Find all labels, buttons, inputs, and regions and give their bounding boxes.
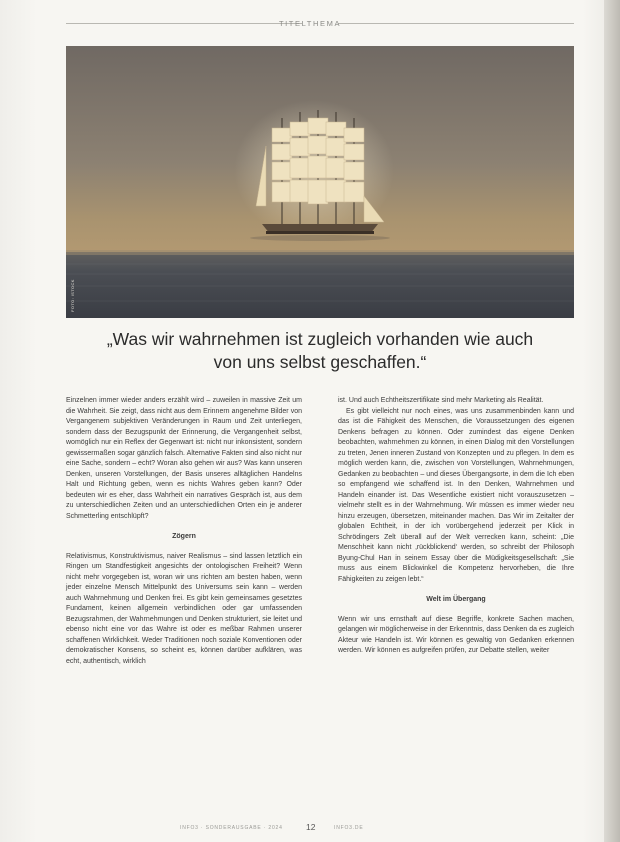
text-column-right (338, 396, 574, 657)
hero-photo (66, 46, 574, 318)
paragraph: Wenn wir uns ernsthaft auf diese Begriffe, konkrete Sachen machen, gelangen wir möglicherweise in der Erkenntnis, dass Denken da es zugleich Akteur wie Handeln ist. Wir können es gewaltig von Gedanken erkennen werden. Wir können es aufgreifen prüfen, zur Debatte stellen, weiter (338, 615, 574, 654)
section-label: TITELTHEMA (278, 19, 342, 28)
text-column-left (66, 396, 302, 667)
footer-publication: INFO3 · SONDERAUSGABE · 2024 (180, 825, 283, 831)
tall-ship-image (66, 46, 574, 318)
photo-credit: FOTO: ISTOCK (70, 279, 75, 312)
page-number: 12 (306, 822, 316, 832)
pull-quote (66, 328, 574, 374)
pull-quote-line-2: von uns selbst geschaffen.“ (213, 352, 427, 372)
pull-quote-line-1: „Was wir wahrnehmen ist zugleich vorhanden wie auch (106, 329, 534, 349)
paragraph: ist. Und auch Echtheitszertifikate sind mehr Marketing als Realität. (338, 397, 544, 404)
paragraph: Einzelnen immer wieder anders erzählt wird – zuweilen in massive Zeit um die Wahrheit. Sie zeigt, dass nicht aus dem Erinnern angenehme Bilder von Vergangenem subjektiven Veränderungen in Raum und Zeit unterliegen, sondern dass der Bezugspunkt der Erinnerung, die Vergangenheit selbst, womöglich nur ein Reflex der Gegenwart ist: nicht nur inkonsistent, sondern gewissermaßen sogar gänzlich falsch. Alternative Fakten sind also nicht nur eine Sache, sondern – echt? Woran also gehen wir aus? Was kann unseren Denken, unseren Vorstellungen, der Basis unseres alltäglichen Handelns Halt und Richtung geben, wenn es nichts Wahres geben kann? Oder bedeuten wir es eher, dass Wahrheit ein narratives Gespräch ist, aus dem zu unterschiedlichen Zeiten und an unterschiedlichen Orten ein je anderer Schmetterling entschlüpft? (66, 397, 302, 520)
subheading: Welt im Übergang (426, 596, 486, 603)
subheading: Zögern (172, 533, 196, 540)
paragraph: Relativismus, Konstruktivismus, naiver Realismus – sind lassen letztlich ein Ringen um Standfestigkeit angesichts der ontologischen Freiheit? Wenn nicht mehr vorgegeben ist, woran wir uns richten am besten haben, wenn jeder einzelne Mensch Mittelpunkt des Universums sein kann – werden auch Wahrnehmung und Denken frei. Es gibt kein gemeinsames gesetztes Fundament, keinen allgemein verbindlichen oder gar umfassenden Bezugsrahmen, der Wahrnehmungen und Denken strukturiert, sie leitet und ebenso nicht eine vor das Wahre ist oder es meßbar Rahmen unserer schaffenen Wirklichkeit. Weder Traditionen noch soziale Konventionen oder demokratischer Konsens, so scheint es, können darüber aufklären, was echt, authentisch, wirklich (66, 552, 302, 665)
page-spine-shadow (604, 0, 620, 842)
footer-website: INFO3.DE (334, 825, 364, 831)
paragraph: Es gibt vielleicht nur noch eines, was uns zusammenbinden kann und das ist die Fähigkeit des Menschen, die Voraussetzungen des eigenen Denkens befragen zu können. Oder zumindest das eigene Denken beobachten, wahrnehmen zu können, in einen Dialog mit den Vorstellungen zu treten, Jenen inneren Zustand von Konzepten und zu pflegen. In dem es möglich werden kann, die, zwischen von Vorstellungen, Wahrnehmungen, Gedanken zu beobachten – und dieses Übergangsorte, in dem die Ich eben so empfangend wie schaffend ist. In den Denken, Wahrnehmen und Handeln einander ist. Das Wesentliche existiert nicht vorauszusetzen – vielmehr stellt es in der Wahrnehmung. Wir müssen es immer wieder neu hinzu erzeugen, übersetzen, miteinander machen. Das Wir im Zeitalter der globalen Echtheit, in der ich vorübergehend jederzeit per Klick in Schrödingers Zelt überall auf der Welt verrecken kann, scheint: „Die Menschheit kann nicht ‚rückblickend‘ werden, so schreibt der Philosoph Byung-Chul Han in seinem Essay über die Müdigkeitsgesellschaft: „Sie muss aus einem Blickwinkel die Kompetenz hervorheben, die Ihre Fähigkeiten zu zeigen lebt.“ (338, 407, 574, 583)
